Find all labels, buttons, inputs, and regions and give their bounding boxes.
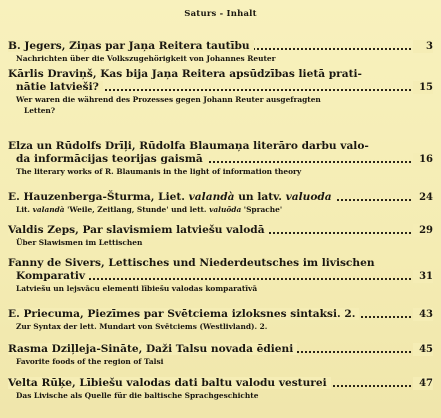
toc-page-number: 45 [413,343,433,356]
toc-page-number: 29 [413,224,433,237]
toc-page-number: 16 [413,153,433,166]
toc-entry-subtitle: Nachrichten über die Volkszugehörigkeit von Johannes Reuter [16,54,276,63]
toc-entry-title: E. Priecuma, Piezīmes par Svētciema izloksnes sintaksi. 2. [8,308,359,320]
toc-entry-hauzenberga [8,191,433,215]
toc-entry-zeps [8,224,433,248]
toc-page-number: 47 [413,377,433,390]
toc-entry-jegers [8,40,433,64]
toc-entry-title-line-2 [8,270,433,283]
toc-page-number: 31 [413,270,433,283]
toc-entry-subtitle: Latviešu un lejsvācu elementi lībiešu valodas komparatīvā [16,284,258,293]
toc-entry-title-line [8,257,433,270]
toc-page-number: 43 [413,308,433,321]
toc-entry-sivers [8,257,433,294]
toc-entry-title-cont: Komparativ [16,270,89,282]
toc-entry-drili [8,140,433,177]
toc-entry-subtitle: Über Slawismen im Lettischen [16,238,143,247]
toc-entry-title-line [8,224,433,237]
toc-entry-title: Velta Rūķe, Lībiešu valodas dati baltu valodu vesturei [8,377,331,389]
toc-entry-title: Valdis Zeps, Par slavismiem latviešu valodā [8,224,269,236]
toc-entry-title-line [8,191,433,204]
toc-page-number: 24 [413,191,433,204]
page-title: Saturs - Inhalt [184,9,257,19]
toc-entry-title-line [8,40,433,53]
toc-entry-subtitle: Lit. valandà 'Weile, Zeitlang, Stunde' und lett. valuõda 'Sprache' [16,205,283,214]
toc-entry-title-line [8,377,433,390]
toc-entry-ruke [8,377,433,401]
toc-entry-subtitle: Das Livische als Quelle für die baltische Sprachgeschichte [16,391,259,400]
toc-page-number: 3 [413,40,433,53]
toc-entry-subtitle: The literary works of R. Blaumanis in the light of information theory [16,167,302,176]
toc-entry-subtitle: Favorite foods of the region of Talsi [16,357,164,366]
toc-entry-title: Elza un Rūdolfs Drīļi, Rūdolfa Blaumaņa literāro darbu valo- [8,140,369,152]
toc-entry-title-cont: da informācijas teorijas gaismā [16,153,207,165]
toc-entry-title: Fanny de Sivers, Lettisches und Niederdeutsches im livischen [8,257,375,269]
toc-entry-title-line-2 [8,153,433,166]
toc-entry-title: Rasma Dziļleja-Sināte, Daži Talsu novada ēdieni [8,343,297,355]
toc-entry-title-line [8,140,433,153]
toc-entry-title-line [8,308,433,321]
toc-page-number: 15 [413,81,433,94]
toc-entry-title-line-2 [8,81,433,94]
toc-entry-title-line [8,343,433,356]
toc-entry-subtitle: Wer waren die während des Prozesses gegen Johann Reuter ausgefragten [16,95,321,104]
toc-entry-title: E. Hauzenberga-Šturma, Liet. valandà un latv. valuoda [8,191,336,203]
toc-entry-title-line [8,68,433,81]
toc-entry-title: Kārlis Draviņš, Kas bija Jaņa Reitera apsūdzības lietā prati- [8,68,362,80]
toc-entry-subtitle: Zur Syntax der lett. Mundart von Svētciems (Westlivland). 2. [16,322,268,331]
toc-entry-dzilleja [8,343,433,367]
toc-entry-subtitle-cont: Letten? [24,106,56,115]
toc-entry-title-cont: nātie latvieši? [16,81,103,93]
toc-entry-dravins [8,68,433,116]
toc-entry-title: B. Jegers, Ziņas par Jaņa Reitera tautību [8,40,254,52]
toc-entry-priecuma [8,308,433,332]
